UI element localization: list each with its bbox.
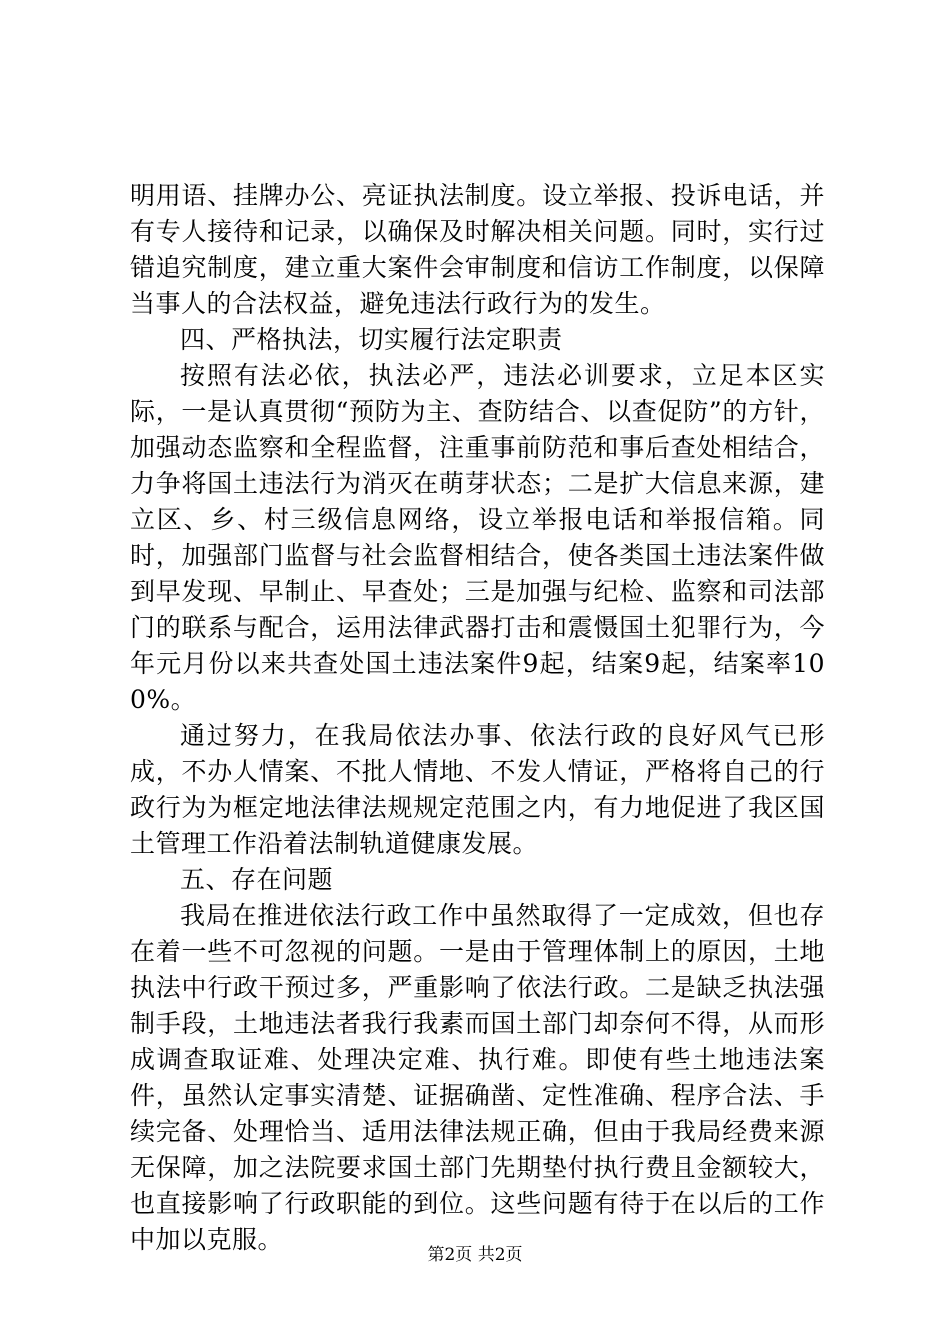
document-body bbox=[130, 178, 825, 1258]
section-heading-four: 四、严格执法，切实履行法定职责 bbox=[180, 325, 563, 354]
paragraph-problems: 我局在推进依法行政工作中虽然取得了一定成效，但也存在着一些不可忽视的问题。一是由于管理体制上的原因，土地执法中行政干预过多，严重影响了依法行政。二是缺乏执法强制手段，土地违法者我行我素而国土部门却奈何不得，从而形成调查取证难、处理决定难、执行难。即使有些土地违法案件，虽然认定事实清楚、证据确凿、定性准确、程序合法、手续完备、处理恰当、适用法律法规正确，但由于我局经费来源无保障，加之法院要求国土部门先期垫付执行费且金额较大，也直接影响了行政职能的到位。这些问题有待于在以后的工作中加以克服。 bbox=[130, 901, 825, 1254]
section-heading-five: 五、存在问题 bbox=[180, 865, 334, 894]
paragraph-enforcement: 按照有法必依，执法必严，违法必训要求，立足本区实际，一是认真贯彻“预防为主、查防结合、以查促防”的方针，加强动态监察和全程监督，注重事前防范和事后查处相结合，力争将国土违法行为消灭在萌芽状态；二是扩大信息来源，建立区、乡、村三级信息网络，设立举报电话和举报信箱。同时，加强部门监督与社会监督相结合，使各类国土违法案件做到早发现、早制止、早查处；三是加强与纪检、监察和司法部门的联系与配合，运用法律武器打击和震慑国土犯罪行为，今年元月份以来共查处国土违法案件9起，结案9起，结案率100%。 bbox=[130, 361, 825, 714]
paragraph-continuation: 明用语、挂牌办公、亮证执法制度。设立举报、投诉电话，并有专人接待和记录，以确保及时解决相关问题。同时，实行过错追究制度，建立重大案件会审制度和信访工作制度，以保障当事人的合法权益，避免违法行政行为的发生。 bbox=[130, 181, 825, 318]
page-number-footer: 第2页 共2页 bbox=[427, 1245, 523, 1265]
paragraph-results: 通过努力，在我局依法办事、依法行政的良好风气已形成，不办人情案、不批人情地、不发人情证，严格将自己的行政行为为框定地法律法规规定范围之内，有力地促进了我区国土管理工作沿着法制轨道健康发展。 bbox=[130, 721, 825, 858]
